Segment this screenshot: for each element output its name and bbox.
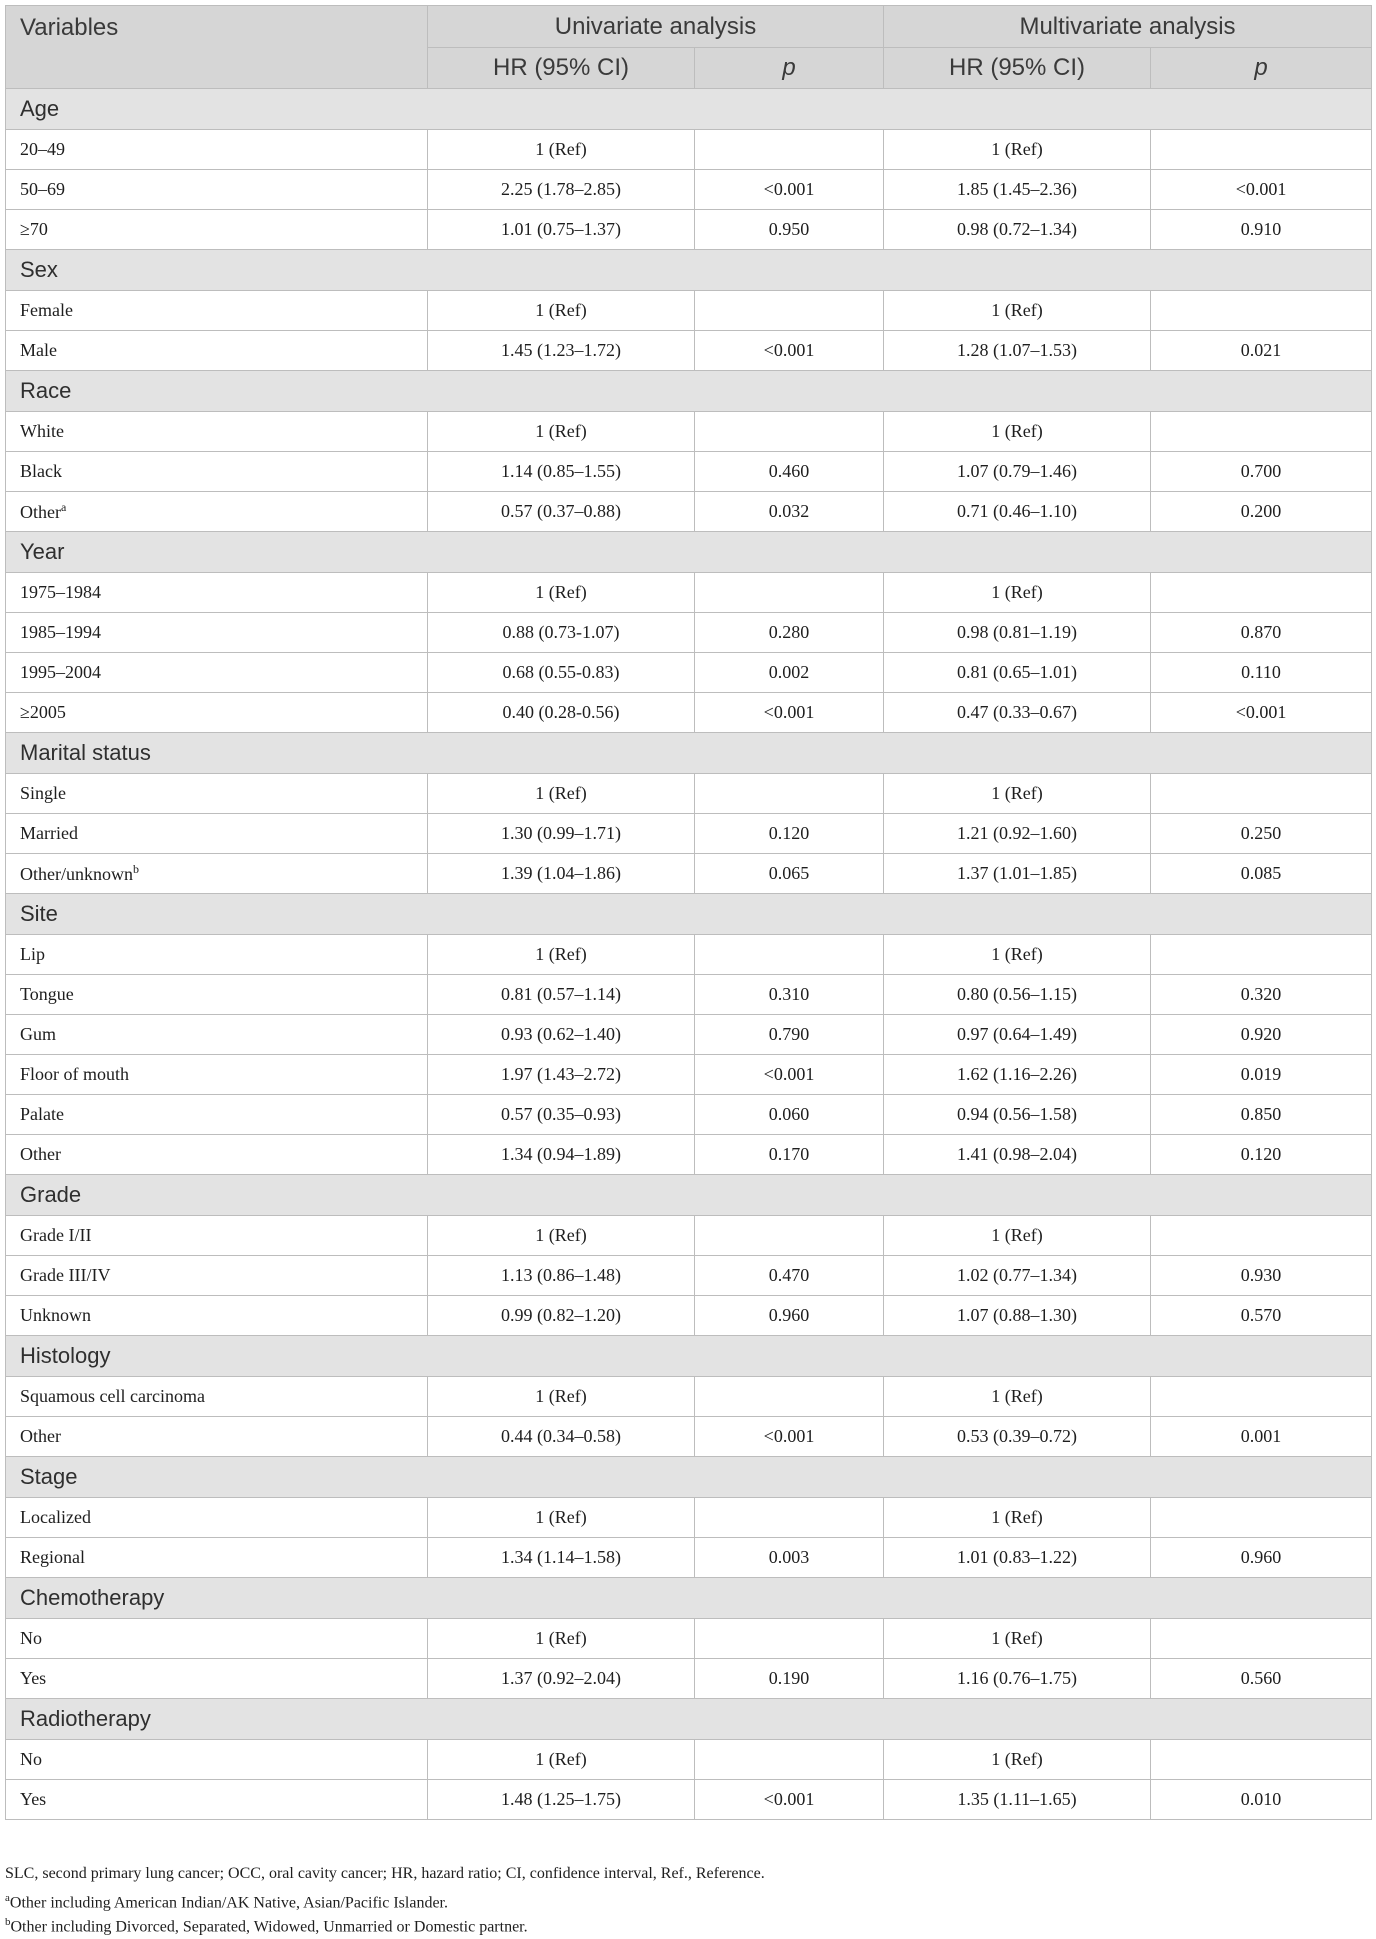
section-title: Grade [6,1175,1372,1216]
row-label [6,1538,428,1578]
footnote-text: SLC, second primary lung cancer; OCC, oral cavity cancer; HR, hazard ratio; CI, confidence interval, Ref., Reference. [5,1865,765,1882]
uni-hr-cell: 1 (Ref) [428,130,695,170]
row-label [6,1296,428,1336]
multi-hr-cell: 1.28 (1.07–1.53) [884,331,1151,371]
row-label-text: 1995–2004 [20,662,101,682]
multi-hr-cell: 0.80 (0.56–1.15) [884,975,1151,1015]
table-row [6,1015,1372,1055]
table-header [6,6,1372,89]
table-row [6,573,1372,613]
row-label-text: 1985–1994 [20,622,101,642]
row-label [6,1135,428,1175]
row-label-text: Floor of mouth [20,1064,130,1084]
section-header-row [6,733,1372,774]
row-label [6,492,428,532]
table-row [6,1538,1372,1578]
multi-hr-cell: 1 (Ref) [884,1498,1151,1538]
uni-p-cell: 0.170 [695,1135,884,1175]
multi-p-cell: <0.001 [1151,170,1372,210]
uni-hr-cell: 1 (Ref) [428,1377,695,1417]
multi-hr-cell: 0.47 (0.33–0.67) [884,693,1151,733]
table-row [6,1498,1372,1538]
row-label-text: Localized [20,1507,91,1527]
row-label-text: Tongue [20,984,74,1004]
footnote-text: Other including Divorced, Separated, Widowed, Unmarried or Domestic partner. [10,1918,528,1936]
uni-hr-cell: 0.99 (0.82–1.20) [428,1296,695,1336]
uni-hr-cell: 1.01 (0.75–1.37) [428,210,695,250]
multi-p-cell [1151,412,1372,452]
multi-p-cell [1151,291,1372,331]
table-row [6,774,1372,814]
row-label-text: Other [20,502,61,522]
multi-p-cell [1151,573,1372,613]
table-row [6,935,1372,975]
uni-p-cell: 0.060 [695,1095,884,1135]
uni-p-cell: <0.001 [695,1780,884,1820]
row-label-text: 1975–1984 [20,582,101,602]
uni-hr-cell: 1.13 (0.86–1.48) [428,1256,695,1296]
table-row [6,1256,1372,1296]
table-row [6,130,1372,170]
multi-hr-cell: 1 (Ref) [884,291,1151,331]
row-label-text: Yes [20,1789,47,1809]
uni-p-cell: 0.960 [695,1296,884,1336]
multi-hr-cell: 1.41 (0.98–2.04) [884,1135,1151,1175]
header-multivariate: Multivariate analysis [884,6,1372,48]
uni-hr-cell: 1.14 (0.85–1.55) [428,452,695,492]
multi-hr-cell: 0.98 (0.72–1.34) [884,210,1151,250]
uni-hr-cell: 1 (Ref) [428,1619,695,1659]
uni-hr-cell: 1.97 (1.43–2.72) [428,1055,695,1095]
row-label [6,1015,428,1055]
uni-hr-cell: 2.25 (1.78–2.85) [428,170,695,210]
header-variables: Variables [6,6,428,89]
multi-hr-cell: 1.02 (0.77–1.34) [884,1256,1151,1296]
multi-p-cell: 0.560 [1151,1659,1372,1699]
footnote-marker: a [5,1892,10,1904]
uni-p-cell [695,573,884,613]
uni-hr-cell: 1 (Ref) [428,1498,695,1538]
multi-p-cell [1151,935,1372,975]
multi-hr-cell: 1 (Ref) [884,1377,1151,1417]
table-row [6,412,1372,452]
multi-p-cell: 0.850 [1151,1095,1372,1135]
row-label-text: Regional [20,1547,85,1567]
uni-hr-cell: 1.34 (1.14–1.58) [428,1538,695,1578]
multi-hr-cell: 1 (Ref) [884,1216,1151,1256]
row-label [6,573,428,613]
multi-p-cell: 0.110 [1151,653,1372,693]
header-univariate: Univariate analysis [428,6,884,48]
table-row [6,1216,1372,1256]
uni-p-cell: 0.032 [695,492,884,532]
uni-hr-cell: 1.39 (1.04–1.86) [428,854,695,894]
table-row [6,1619,1372,1659]
row-label-text: Black [20,461,62,481]
multi-hr-cell: 1.21 (0.92–1.60) [884,814,1151,854]
row-label-text: Female [20,300,73,320]
table-row [6,1417,1372,1457]
table-row [6,1377,1372,1417]
row-label [6,1780,428,1820]
multi-hr-cell: 1.07 (0.79–1.46) [884,452,1151,492]
uni-hr-cell: 0.88 (0.73-1.07) [428,613,695,653]
uni-hr-cell: 1.48 (1.25–1.75) [428,1780,695,1820]
section-title: Age [6,89,1372,130]
row-label [6,130,428,170]
table-row [6,693,1372,733]
multi-p-cell: <0.001 [1151,693,1372,733]
section-title: Radiotherapy [6,1699,1372,1740]
footnote [5,1862,1371,1886]
row-label [6,331,428,371]
section-header-row [6,1699,1372,1740]
multi-p-cell [1151,1498,1372,1538]
footnote-marker: b [132,862,139,876]
uni-p-cell [695,412,884,452]
uni-hr-cell: 1 (Ref) [428,412,695,452]
multi-hr-cell: 0.71 (0.46–1.10) [884,492,1151,532]
footnote [5,1910,1371,1934]
section-title: Sex [6,250,1372,291]
uni-p-cell: 0.310 [695,975,884,1015]
row-label-text: Other [20,1144,61,1164]
section-header-row [6,1336,1372,1377]
uni-p-cell: 0.470 [695,1256,884,1296]
row-label-text: Palate [20,1104,64,1124]
uni-hr-cell: 0.40 (0.28-0.56) [428,693,695,733]
uni-p-cell: 0.003 [695,1538,884,1578]
row-label-text: Other/unknown [20,864,133,884]
uni-p-cell: <0.001 [695,170,884,210]
row-label [6,653,428,693]
table-row [6,331,1372,371]
uni-p-cell [695,1619,884,1659]
row-label-text: Grade III/IV [20,1265,111,1285]
uni-hr-cell: 0.57 (0.35–0.93) [428,1095,695,1135]
section-title: Marital status [6,733,1372,774]
row-label-text: Single [20,783,67,803]
uni-hr-cell: 1 (Ref) [428,774,695,814]
row-label-text: Male [20,340,57,360]
multi-hr-cell: 0.81 (0.65–1.01) [884,653,1151,693]
footnote-marker: b [5,1916,11,1928]
uni-p-cell: 0.280 [695,613,884,653]
multi-hr-cell: 0.97 (0.64–1.49) [884,1015,1151,1055]
multi-p-cell: 0.920 [1151,1015,1372,1055]
multi-hr-cell: 1 (Ref) [884,774,1151,814]
uni-p-cell [695,130,884,170]
uni-p-cell: 0.460 [695,452,884,492]
row-label [6,1659,428,1699]
multi-hr-cell: 1.35 (1.11–1.65) [884,1780,1151,1820]
row-label [6,693,428,733]
row-label [6,774,428,814]
uni-hr-cell: 1 (Ref) [428,573,695,613]
table-row [6,814,1372,854]
table-row [6,1095,1372,1135]
multi-hr-cell: 0.98 (0.81–1.19) [884,613,1151,653]
section-title: Year [6,532,1372,573]
multi-p-cell: 0.001 [1151,1417,1372,1457]
footnote-marker: a [60,500,67,514]
section-header-row [6,89,1372,130]
row-label-text: Unknown [20,1305,91,1325]
row-label [6,975,428,1015]
uni-p-cell [695,935,884,975]
section-header-row [6,1457,1372,1498]
table-row [6,452,1372,492]
row-label-text: No [20,1628,42,1648]
results-table [5,5,1372,1820]
row-label [6,1055,428,1095]
multi-p-cell: 0.250 [1151,814,1372,854]
row-label-text: White [20,421,64,441]
multi-hr-cell: 1.37 (1.01–1.85) [884,854,1151,894]
table-row [6,854,1372,894]
multi-p-cell [1151,1740,1372,1780]
multi-p-cell: 0.320 [1151,975,1372,1015]
multi-hr-cell: 1 (Ref) [884,412,1151,452]
uni-p-cell: 0.950 [695,210,884,250]
row-label [6,1498,428,1538]
table-row [6,1780,1372,1820]
multi-hr-cell: 0.53 (0.39–0.72) [884,1417,1151,1457]
row-label-text: Other [20,1426,61,1446]
row-label [6,452,428,492]
multi-p-cell [1151,1216,1372,1256]
uni-p-cell: <0.001 [695,331,884,371]
section-header-row [6,894,1372,935]
uni-hr-cell: 0.81 (0.57–1.14) [428,975,695,1015]
row-label-text: Married [20,823,78,843]
table-row [6,653,1372,693]
multi-p-cell: 0.960 [1151,1538,1372,1578]
uni-hr-cell: 1.30 (0.99–1.71) [428,814,695,854]
uni-p-cell: 0.190 [695,1659,884,1699]
footnotes [5,1862,1371,1934]
multi-p-cell: 0.019 [1151,1055,1372,1095]
uni-p-cell: <0.001 [695,693,884,733]
row-label [6,1095,428,1135]
uni-p-cell: <0.001 [695,1417,884,1457]
section-title: Race [6,371,1372,412]
table-row [6,291,1372,331]
uni-hr-cell: 1 (Ref) [428,1740,695,1780]
uni-hr-cell: 1 (Ref) [428,291,695,331]
row-label [6,854,428,894]
table-row [6,1055,1372,1095]
uni-hr-cell: 0.44 (0.34–0.58) [428,1417,695,1457]
multi-p-cell [1151,1619,1372,1659]
multi-p-cell: 0.570 [1151,1296,1372,1336]
section-title: Site [6,894,1372,935]
table-row [6,1296,1372,1336]
uni-p-cell [695,1740,884,1780]
row-label [6,412,428,452]
multi-hr-cell: 1 (Ref) [884,573,1151,613]
footnote [5,1886,1371,1910]
multi-p-cell: 0.010 [1151,1780,1372,1820]
multi-p-cell: 0.700 [1151,452,1372,492]
multi-p-cell [1151,774,1372,814]
row-label [6,170,428,210]
multi-hr-cell: 1.16 (0.76–1.75) [884,1659,1151,1699]
multi-p-cell: 0.930 [1151,1256,1372,1296]
section-title: Stage [6,1457,1372,1498]
multi-hr-cell: 1 (Ref) [884,130,1151,170]
header-multi-p: p [1151,48,1372,89]
section-title: Histology [6,1336,1372,1377]
multi-p-cell: 0.870 [1151,613,1372,653]
section-header-row [6,250,1372,291]
multi-p-cell [1151,130,1372,170]
multi-p-cell [1151,1377,1372,1417]
section-header-row [6,532,1372,573]
uni-p-cell [695,1377,884,1417]
row-label-text: 50–69 [20,179,65,199]
row-label [6,1216,428,1256]
row-label-text: ≥70 [20,219,48,239]
uni-hr-cell: 0.57 (0.37–0.88) [428,492,695,532]
section-title: Chemotherapy [6,1578,1372,1619]
uni-p-cell [695,1498,884,1538]
row-label [6,1740,428,1780]
uni-p-cell [695,774,884,814]
uni-p-cell [695,1216,884,1256]
multi-p-cell: 0.021 [1151,331,1372,371]
row-label-text: 20–49 [20,139,65,159]
row-label-text: No [20,1749,42,1769]
row-label [6,1377,428,1417]
table-row [6,492,1372,532]
header-uni-hr: HR (95% CI) [428,48,695,89]
uni-hr-cell: 1 (Ref) [428,935,695,975]
multi-hr-cell: 1.07 (0.88–1.30) [884,1296,1151,1336]
row-label [6,814,428,854]
row-label [6,291,428,331]
multi-p-cell: 0.200 [1151,492,1372,532]
multi-p-cell: 0.085 [1151,854,1372,894]
row-label-text: Grade I/II [20,1225,92,1245]
multi-p-cell: 0.120 [1151,1135,1372,1175]
table-row [6,975,1372,1015]
footnote-text: Other including American Indian/AK Native, Asian/Pacific Islander. [9,1894,448,1912]
multi-hr-cell: 1.01 (0.83–1.22) [884,1538,1151,1578]
uni-hr-cell: 1.45 (1.23–1.72) [428,331,695,371]
multi-p-cell: 0.910 [1151,210,1372,250]
table-row [6,170,1372,210]
table-row [6,613,1372,653]
table-row [6,1659,1372,1699]
multi-hr-cell: 1.62 (1.16–2.26) [884,1055,1151,1095]
uni-hr-cell: 0.93 (0.62–1.40) [428,1015,695,1055]
table-row [6,1740,1372,1780]
uni-hr-cell: 1.34 (0.94–1.89) [428,1135,695,1175]
uni-hr-cell: 1 (Ref) [428,1216,695,1256]
uni-p-cell: 0.065 [695,854,884,894]
uni-hr-cell: 0.68 (0.55-0.83) [428,653,695,693]
header-uni-p: p [695,48,884,89]
row-label-text: Lip [20,944,45,964]
header-multi-hr: HR (95% CI) [884,48,1151,89]
row-label [6,1417,428,1457]
row-label [6,1619,428,1659]
multi-hr-cell: 1 (Ref) [884,1619,1151,1659]
uni-p-cell: 0.120 [695,814,884,854]
row-label [6,1256,428,1296]
row-label-text: Yes [20,1668,47,1688]
uni-p-cell [695,291,884,331]
row-label-text: Squamous cell carcinoma [20,1386,205,1406]
row-label [6,935,428,975]
multi-hr-cell: 0.94 (0.56–1.58) [884,1095,1151,1135]
uni-hr-cell: 1.37 (0.92–2.04) [428,1659,695,1699]
multi-hr-cell: 1 (Ref) [884,1740,1151,1780]
uni-p-cell: 0.002 [695,653,884,693]
row-label-text: ≥2005 [20,702,66,722]
uni-p-cell: <0.001 [695,1055,884,1095]
multi-hr-cell: 1 (Ref) [884,935,1151,975]
section-header-row [6,1175,1372,1216]
section-header-row [6,371,1372,412]
table-row [6,210,1372,250]
multi-hr-cell: 1.85 (1.45–2.36) [884,170,1151,210]
table-row [6,1135,1372,1175]
section-header-row [6,1578,1372,1619]
row-label-text: Gum [20,1024,56,1044]
row-label [6,210,428,250]
uni-p-cell: 0.790 [695,1015,884,1055]
table-body [6,89,1372,1820]
row-label [6,613,428,653]
